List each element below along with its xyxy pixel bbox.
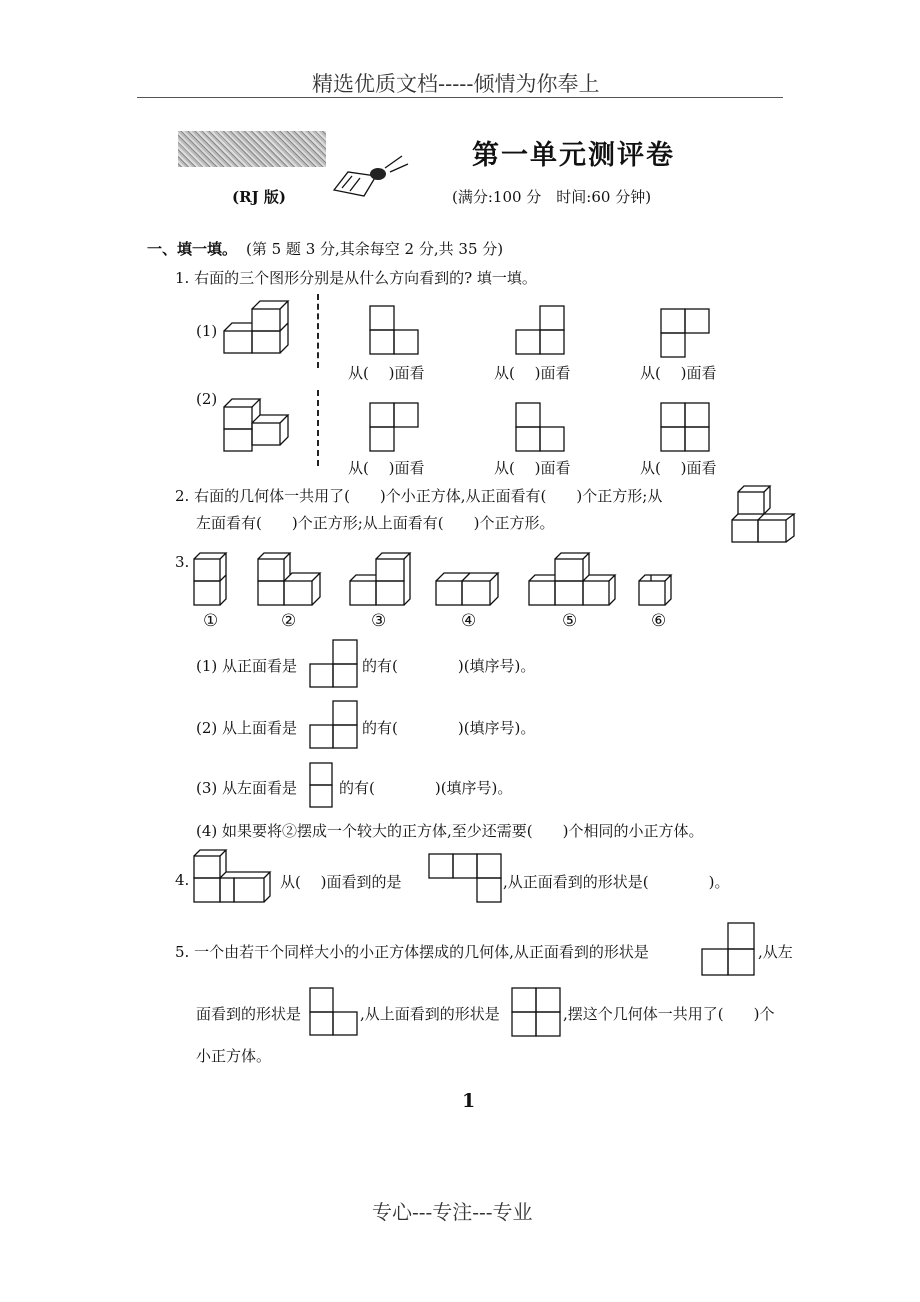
blank-label: 从( )面看 bbox=[640, 364, 717, 382]
view-shape bbox=[660, 402, 710, 452]
blank-label: 从( )面看 bbox=[348, 364, 425, 382]
cube-figure-q1-1 bbox=[222, 297, 292, 361]
page-header: 精选优质文档-----倾情为你奉上 bbox=[312, 72, 600, 96]
cube-figure-1 bbox=[192, 549, 232, 609]
q5-line2-a: 面看到的形状是 bbox=[196, 1005, 302, 1023]
q5-line3: 小正方体。 bbox=[196, 1047, 272, 1065]
cube-figure-q4 bbox=[192, 846, 282, 910]
q4-a: 从( )面看到的是 bbox=[280, 873, 402, 891]
cube-figure-3 bbox=[348, 549, 418, 609]
q2-line2: 左面看有( )个正方形;从上面看有( )个正方形。 bbox=[196, 514, 555, 532]
exam-meta: (满分:100 分 时间:60 分钟) bbox=[452, 188, 652, 206]
q3-s3-b: 的有( )(填序号)。 bbox=[339, 779, 513, 797]
view-shape bbox=[701, 922, 757, 978]
q3-s4: (4) 如果要将②摆成一个较大的正方体,至少还需要( )个相同的小正方体。 bbox=[196, 822, 704, 840]
figure-number: ③ bbox=[371, 611, 387, 631]
cube-figure-2 bbox=[256, 549, 326, 609]
cube-figure-q2 bbox=[730, 484, 800, 548]
page-number: 1 bbox=[462, 1090, 476, 1112]
figure-number: ⑤ bbox=[562, 611, 578, 631]
view-shape bbox=[309, 762, 335, 812]
q3-label: 3. bbox=[175, 553, 190, 571]
figure-number: ① bbox=[203, 611, 219, 631]
divider-line bbox=[317, 390, 319, 466]
cube-figure-6 bbox=[637, 569, 677, 609]
q3-s1-b: 的有( )(填序号)。 bbox=[362, 657, 536, 675]
figure-number: ④ bbox=[461, 611, 477, 631]
q3-s3-a: (3) 从左面看是 bbox=[196, 779, 298, 797]
view-shape bbox=[511, 987, 561, 1037]
view-shape bbox=[369, 402, 419, 452]
section-note: (第 5 题 3 分,其余每空 2 分,共 35 分) bbox=[246, 240, 504, 258]
edition-label: (RJ 版) bbox=[232, 188, 286, 206]
page-footer: 专心---专注---专业 bbox=[372, 1200, 533, 1224]
view-shape bbox=[515, 402, 565, 452]
q5-line2-c: ,摆这个几何体一共用了( )个 bbox=[563, 1005, 775, 1023]
blank-label: 从( )面看 bbox=[348, 459, 425, 477]
q5-line1: 5. 一个由若干个同样大小的小正方体摆成的几何体,从正面看到的形状是 bbox=[175, 943, 649, 961]
q5-line1-end: ,从左 bbox=[758, 943, 793, 961]
q5-line2-b: ,从上面看到的形状是 bbox=[360, 1005, 500, 1023]
section-heading: 一、填一填。 bbox=[147, 240, 238, 258]
blank-label: 从( )面看 bbox=[494, 364, 571, 382]
blank-label: 从( )面看 bbox=[640, 459, 717, 477]
header-rule bbox=[137, 97, 783, 98]
q3-s2-b: 的有( )(填序号)。 bbox=[362, 719, 536, 737]
q3-s2-a: (2) 从上面看是 bbox=[196, 719, 298, 737]
book-icon bbox=[330, 150, 410, 200]
view-shape bbox=[309, 700, 359, 750]
cube-figure-5 bbox=[527, 549, 617, 609]
figure-number: ⑥ bbox=[651, 611, 667, 631]
q1-text: 1. 右面的三个图形分别是从什么方向看到的? 填一填。 bbox=[175, 269, 537, 287]
q4-label: 4. bbox=[175, 871, 190, 889]
view-shape bbox=[309, 987, 359, 1037]
view-shape bbox=[369, 305, 419, 355]
divider-line bbox=[317, 294, 319, 368]
view-shape bbox=[660, 308, 710, 358]
view-shape bbox=[428, 853, 502, 903]
cube-figure-4 bbox=[434, 569, 504, 609]
q1-part2-label: (2) bbox=[196, 390, 218, 408]
q2-line1: 2. 右面的几何体一共用了( )个小正方体,从正面看有( )个正方形;从 bbox=[175, 487, 663, 505]
cube-figure-q1-2 bbox=[222, 395, 292, 459]
blank-label: 从( )面看 bbox=[494, 459, 571, 477]
view-shape bbox=[309, 639, 359, 689]
q4-b: ,从正面看到的形状是( )。 bbox=[503, 873, 730, 891]
q1-part1-label: (1) bbox=[196, 322, 218, 340]
view-shape bbox=[515, 305, 565, 355]
page-title: 第一单元测评卷 bbox=[472, 140, 675, 171]
q3-s1-a: (1) 从正面看是 bbox=[196, 657, 298, 675]
stamp-image bbox=[178, 131, 326, 167]
figure-number: ② bbox=[281, 611, 297, 631]
